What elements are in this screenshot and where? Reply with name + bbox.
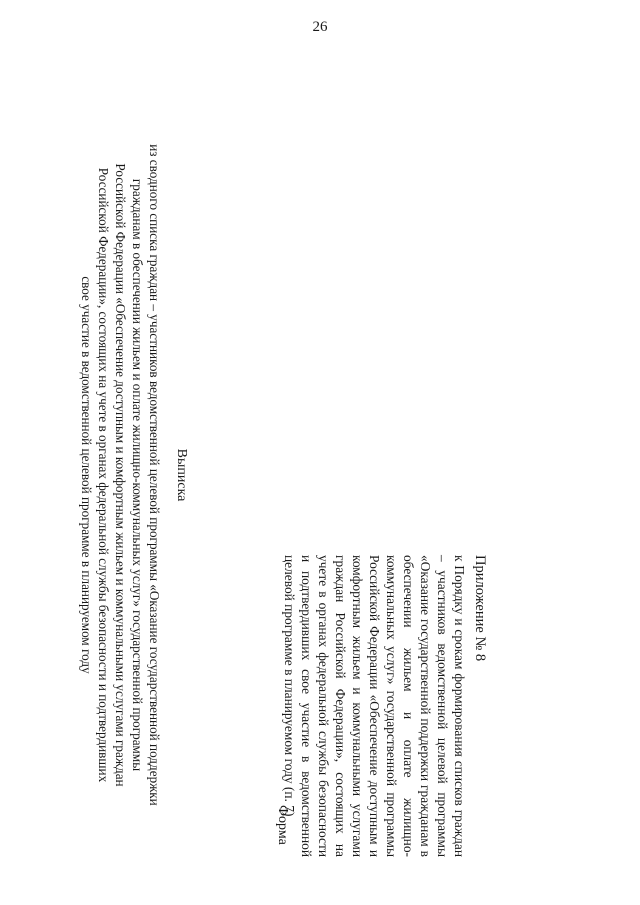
appendix-block [281, 555, 488, 857]
extract-title: Выписка [174, 448, 189, 502]
extract-line: гражданам в обеспечении жильем и оплате жилищно-коммунальных услуг» государственной программы [130, 178, 145, 772]
extract-line: из сводного списка граждан – участников ведомственной целевой программы «Оказание государственной поддержки [147, 144, 162, 806]
appendix-title: Приложение № 8 [472, 555, 488, 662]
form-label: Форма [275, 805, 290, 845]
extract-line: Российской Федерации «Обеспечение доступным и комфортным жильем и коммунальными услугами граждан [113, 163, 128, 787]
page-number: 26 [312, 19, 328, 35]
extract-block [78, 105, 190, 845]
extract-line: Российской Федерации», состоящих на учете в органах федеральной службы безопасности и подтвердивших [96, 167, 111, 783]
rotated-page-content [0, 65, 540, 875]
extract-line: свое участие в ведомственной целевой программе в планируемом году [79, 276, 94, 674]
appendix-text: к Порядку и срокам формирования списков граждан – участников ведомственной целевой программы «Оказание государственной поддержки гражданам в обеспечении жильем и оплате жилищно-коммунальных услуг» государственной программы Российской Федерации «Обеспечение доступным и комфортным жильем и коммунальными услугами граждан Российской Федерации», состоящих на учете в органах федеральной службы безопасности и подтвердивших свое участие в ведомственной целевой программе в планируемом году (п. 7) [282, 555, 467, 857]
